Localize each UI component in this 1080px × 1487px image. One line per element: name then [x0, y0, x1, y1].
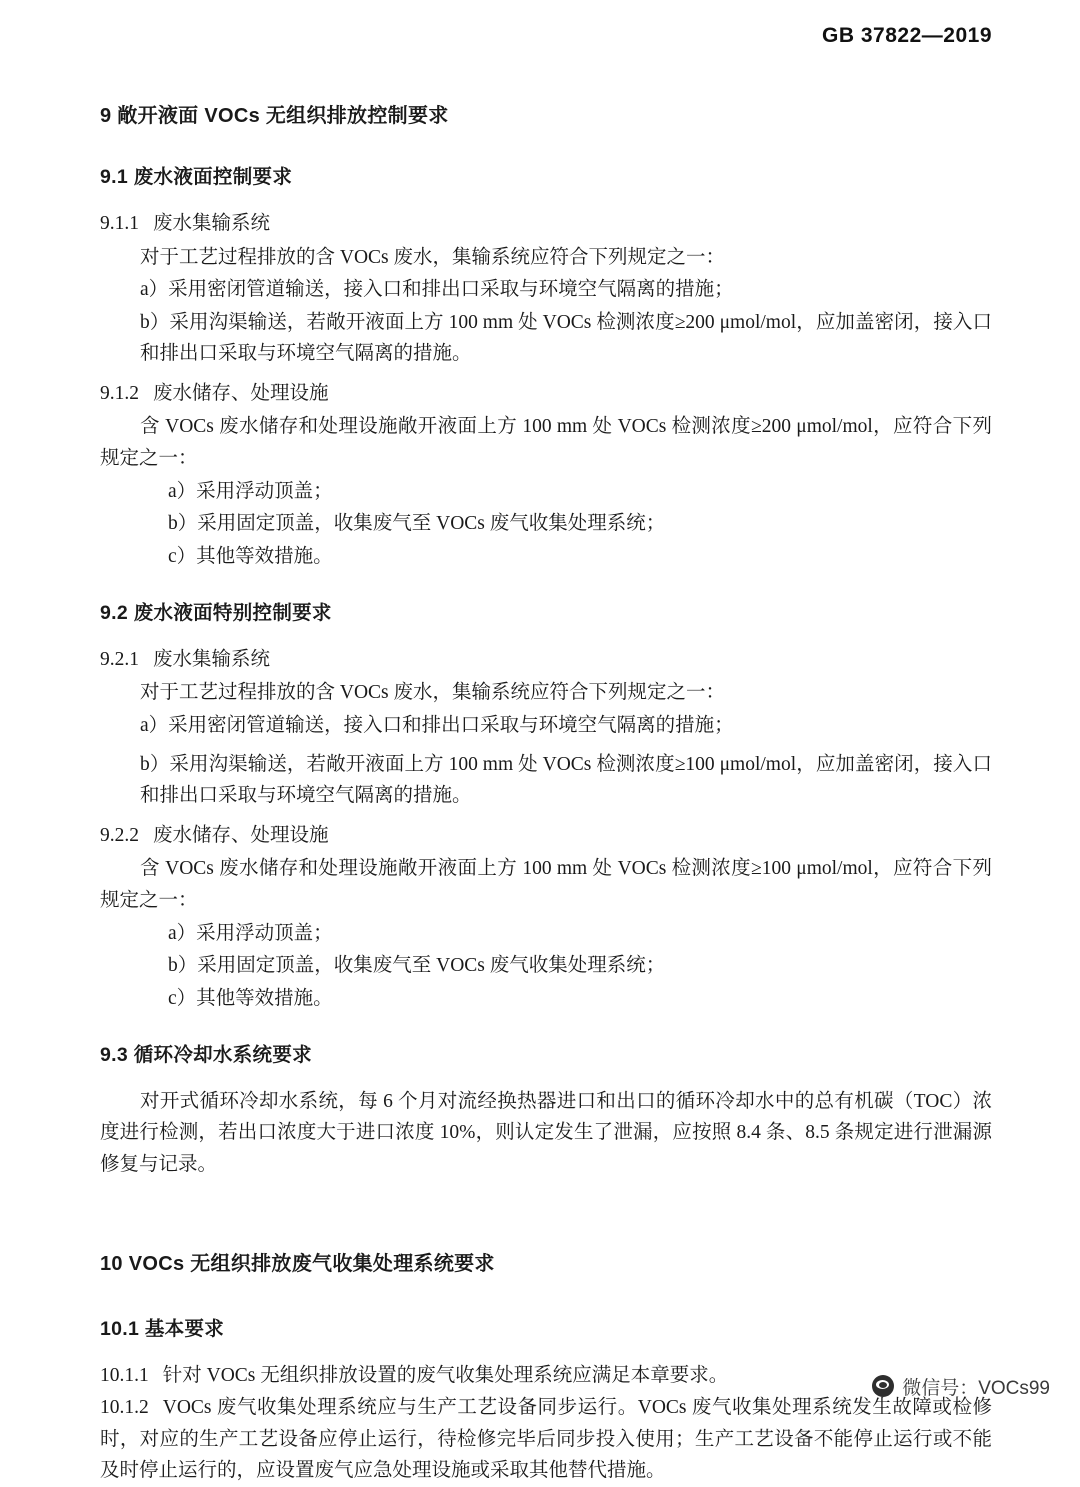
- page-header-standard-code: GB 37822—2019: [822, 24, 992, 47]
- paragraph-9-1-1-intro: 对于工艺过程排放的含 VOCs 废水，集输系统应符合下列规定之一：: [140, 246, 726, 268]
- list-item-9-2-2-a: a）采用浮动顶盖；: [168, 922, 333, 944]
- list-item-9-1-1-b: b）采用沟渠输送，若敞开液面上方 100 mm 处 VOCs 检测浓度≥200 μmol/mol，应加盖密闭，接入口和排出口采取与环境空气隔离的措施。: [140, 311, 992, 365]
- wechat-icon: [872, 1375, 894, 1397]
- document-body: [100, 100, 992, 1487]
- paragraph-9-3: 对开式循环冷却水系统，每 6 个月对流经换热器进口和出口的循环冷却水中的总有机碳（TOC）浓度进行检测，若出口浓度大于进口浓度 10%，则认定发生了泄漏，应按照 8.4 条、8.5 条规定进行泄漏源修复与记录。: [100, 1090, 992, 1175]
- list-item-9-2-2-b: b）采用固定顶盖，收集废气至 VOCs 废气收集处理系统；: [168, 955, 666, 977]
- section-heading-9-3: 9.3 循环冷却水系统要求: [100, 1044, 312, 1067]
- section-heading-9-2: 9.2 废水液面特别控制要求: [100, 602, 332, 625]
- clause-number-9-2-2: 9.2.2: [100, 824, 139, 846]
- section-heading-10-1: 10.1 基本要求: [100, 1317, 225, 1340]
- clause-number-10-1-1: 10.1.1: [100, 1364, 149, 1386]
- paragraph-9-2-2-intro: 含 VOCs 废水储存和处理设施敞开液面上方 100 mm 处 VOCs 检测浓度≥100 μmol/mol，应符合下列规定之一：: [100, 858, 992, 911]
- clause-text-10-1-1: 针对 VOCs 无组织排放设置的废气收集处理系统应满足本章要求。: [162, 1364, 729, 1386]
- clause-number-10-1-2: 10.1.2: [100, 1397, 149, 1419]
- page-footer: [0, 1373, 1080, 1404]
- clause-title-9-2-1: 废水集输系统: [153, 648, 271, 670]
- list-item-9-1-1-a: a）采用密闭管道输送，接入口和排出口采取与环境空气隔离的措施；: [140, 279, 734, 301]
- list-item-9-2-1-b: b）采用沟渠输送，若敞开液面上方 100 mm 处 VOCs 检测浓度≥100 μmol/mol，应加盖密闭，接入口和排出口采取与环境空气隔离的措施。: [140, 753, 992, 807]
- section-heading-9-2-1: [100, 644, 992, 676]
- watermark: [872, 1373, 1050, 1400]
- paragraph-9-1-2-intro: 含 VOCs 废水储存和处理设施敞开液面上方 100 mm 处 VOCs 检测浓度≥200 μmol/mol，应符合下列规定之一：: [100, 416, 992, 470]
- list-item-9-1-2-c: c）其他等效措施。: [168, 545, 333, 567]
- section-heading-9-1: 9.1 废水液面控制要求: [100, 166, 293, 189]
- clause-number-9-1-1: 9.1.1: [100, 212, 139, 234]
- clause-number-9-1-2: 9.1.2: [100, 382, 139, 404]
- list-item-9-1-2-b: b）采用固定顶盖，收集废气至 VOCs 废气收集处理系统；: [168, 513, 666, 535]
- watermark-text: 微信号：VOCs99: [902, 1377, 1050, 1399]
- paragraph-9-2-1-intro: 对于工艺过程排放的含 VOCs 废水，集输系统应符合下列规定之一：: [140, 682, 726, 704]
- list-item-9-2-2-c: c）其他等效措施。: [168, 987, 333, 1009]
- clause-title-9-2-2: 废水储存、处理设施: [153, 824, 329, 846]
- paragraph-10-1-2: [100, 1392, 992, 1487]
- clause-text-10-1-2: VOCs 废气收集处理系统应与生产工艺设备同步运行。VOCs 废气收集处理系统发生故障或检修时，对应的生产工艺设备应停止运行，待检修完毕后同步投入使用；生产工艺设备不能停止运行或不能及时停止运行的，应设置废气应急处理设施或采取其他替代措施。: [100, 1397, 992, 1482]
- section-heading-9-1-1: [100, 208, 992, 240]
- list-item-9-2-1-a: a）采用密闭管道输送，接入口和排出口采取与环境空气隔离的措施；: [140, 715, 734, 737]
- section-heading-9-1-2: [100, 378, 992, 410]
- section-heading-10: 10 VOCs 无组织排放废气收集处理系统要求: [100, 1252, 495, 1275]
- clause-title-9-1-2: 废水储存、处理设施: [153, 382, 329, 404]
- clause-number-9-2-1: 9.2.1: [100, 648, 139, 670]
- clause-title-9-1-1: 废水集输系统: [153, 212, 271, 234]
- section-heading-9-2-2: [100, 820, 992, 852]
- section-heading-9: 9 敞开液面 VOCs 无组织排放控制要求: [100, 105, 449, 127]
- list-item-9-1-2-a: a）采用浮动顶盖；: [168, 480, 333, 502]
